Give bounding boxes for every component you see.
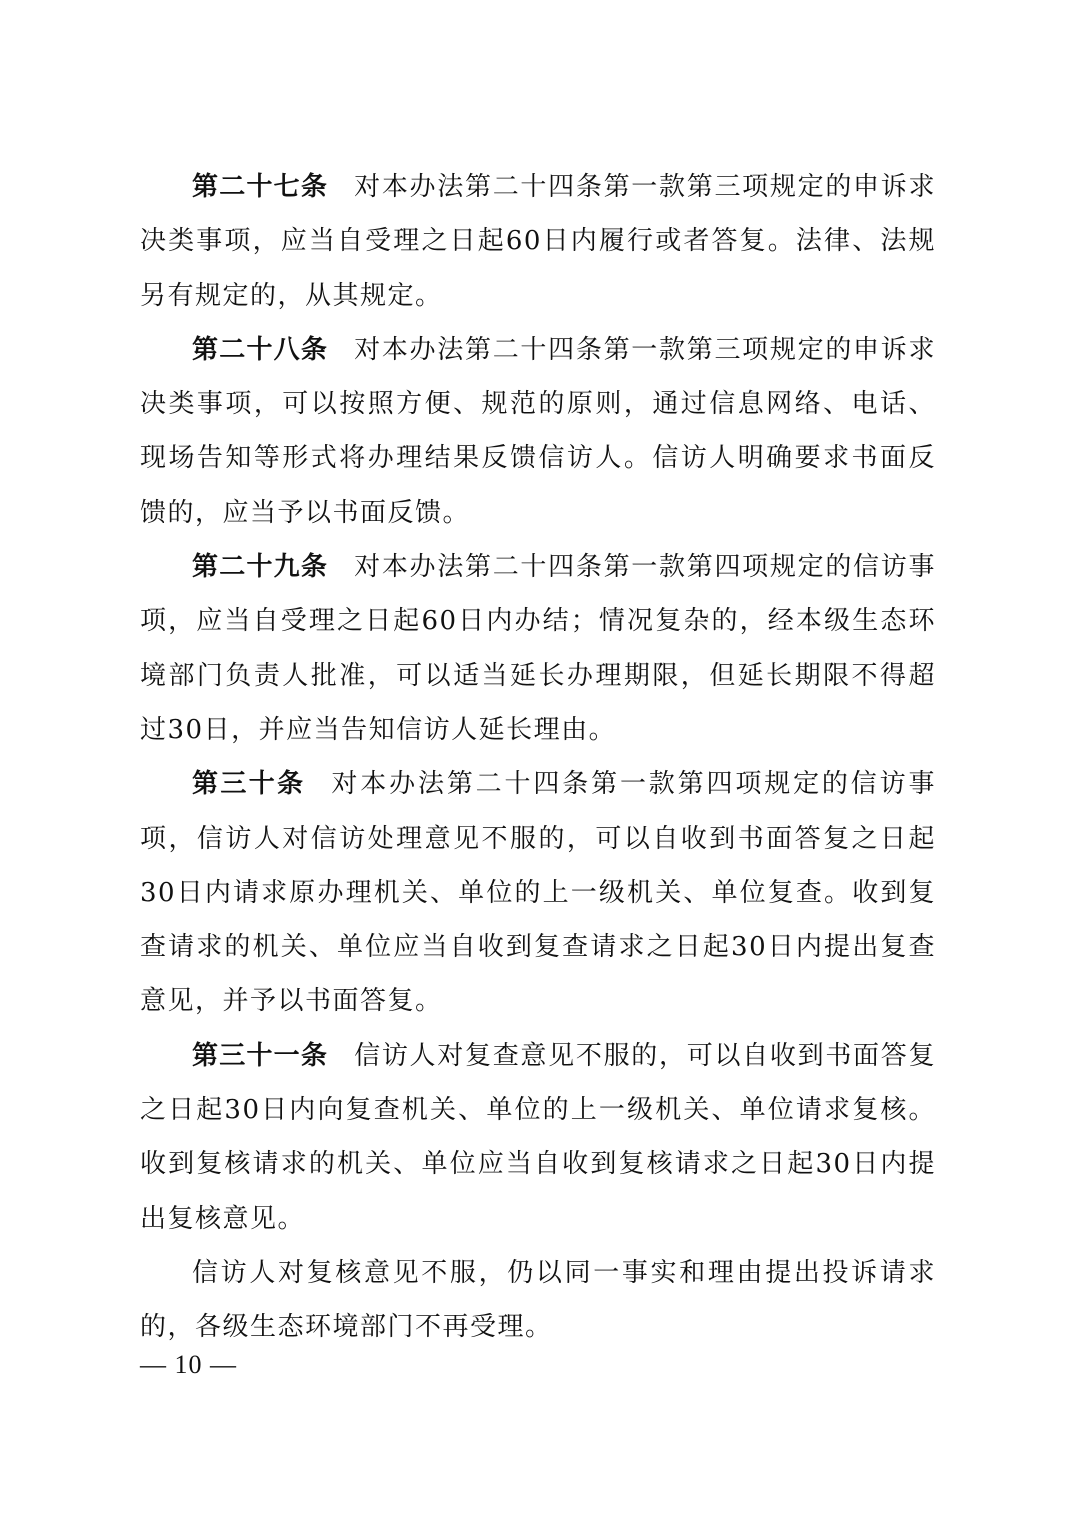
article-heading: 第三十一条 [192,1040,329,1071]
article-heading: 第三十条 [192,769,306,800]
article-text: 对本办法第二十四条第一款第四项规定的信访事项，信访人对信访处理意见不服的，可以自收到书面答复之日起30日内请求原办理机关、单位的上一级机关、单位复查。收到复查请求的机关、单位应当自收到复查请求之日起30日内提出复查意见，并予以书面答复。 [140,769,936,1017]
article-heading: 第二十九条 [192,552,329,583]
article-30 [140,757,936,1028]
article-31 [140,1029,936,1246]
page-number: — 10 — [140,1350,237,1379]
article-text: 对本办法第二十四条第一款第三项规定的申诉求决类事项，应当自受理之日起60日内履行或者答复。法律、法规另有规定的，从其规定。 [140,172,936,311]
article-text: 对本办法第二十四条第一款第三项规定的申诉求决类事项，可以按照方便、规范的原则，通过信息网络、电话、现场告知等形式将办理结果反馈信访人。信访人明确要求书面反馈的，应当予以书面反馈。 [140,334,936,528]
article-text: 信访人对复查意见不服的，可以自收到书面答复之日起30日内向复查机关、单位的上一级机关、单位请求复核。收到复核请求的机关、单位应当自收到复核请求之日起30日内提出复核意见。 [140,1040,936,1234]
closing-paragraph: 信访人对复核意见不服，仍以同一事实和理由提出投诉请求的，各级生态环境部门不再受理。 [140,1257,936,1343]
article-heading: 第二十八条 [192,334,329,365]
article-heading: 第二十七条 [192,172,329,202]
article-27 [140,160,936,323]
article-text: 对本办法第二十四条第一款第四项规定的信访事项，应当自受理之日起60日内办结；情况复杂的，经本级生态环境部门负责人批准，可以适当延长办理期限，但延长期限不得超过30日，并应当告知信访人延长理由。 [140,552,936,745]
document-page [140,160,936,1355]
article-29 [140,540,936,757]
article-28 [140,323,936,540]
